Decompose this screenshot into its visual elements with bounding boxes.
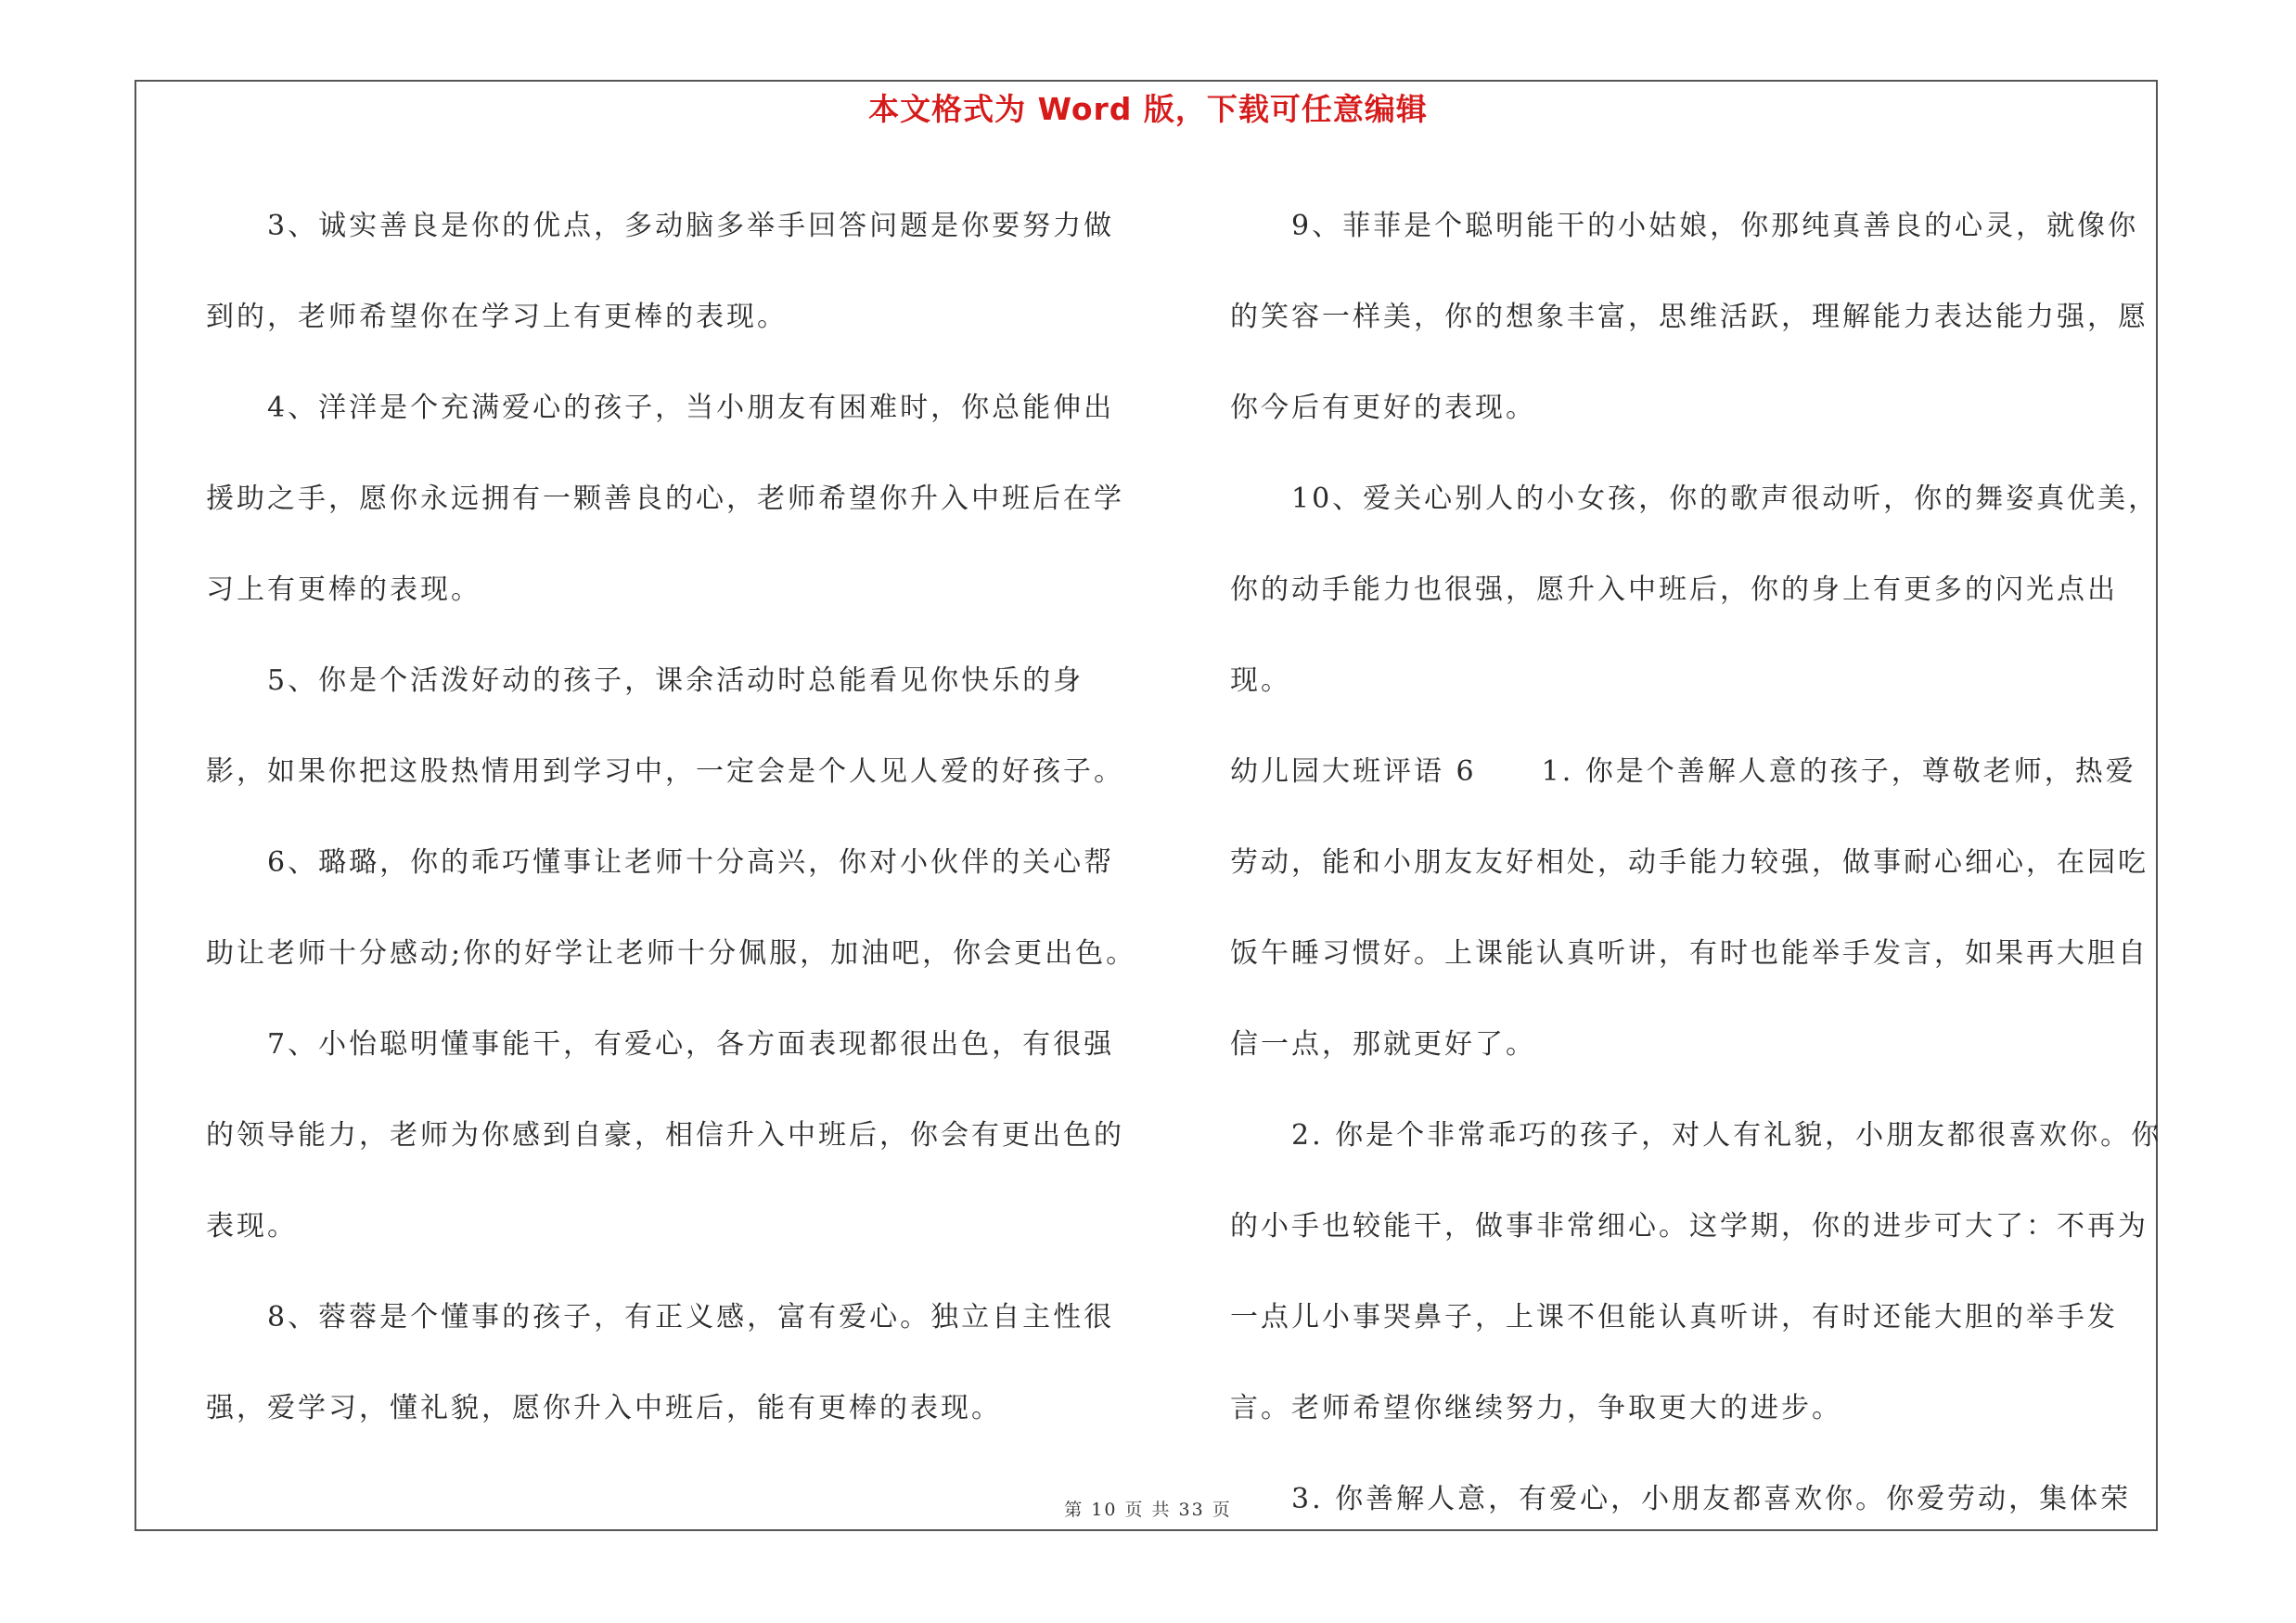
comment-5: 5、你是个活泼好动的孩子，课余活动时总能看见你快乐的身影，如果你把这股热情用到学习中，一定会是个人见人爱的好孩子。 xyxy=(206,664,1124,788)
page-footer: 第 10 页 共 33 页 xyxy=(1064,1500,1232,1520)
comment-8: 8、蓉蓉是个懂事的孩子，有正义感，富有爱心。独立自主性很强，爱学习，懂礼貌，愿你升入中班后，能有更棒的表现。 xyxy=(206,1301,1115,1424)
comment-3: 3、诚实善良是你的优点，多动脑多举手回答问题是你要努力做到的，老师希望你在学习上有更棒的表现。 xyxy=(206,210,1115,333)
left-column xyxy=(206,181,1138,1454)
section-comment-2: 2. 你是个非常乖巧的孩子，对人有礼貌，小朋友都很喜欢你。你的小手也较能干，做事非常细心。这学期，你的进步可大了：不再为一点儿小事哭鼻子，上课不但能认真听讲，有时还能大胆的举手发言。老师希望你继续努力，争取更大的进步。 xyxy=(1230,1119,2162,1424)
section-paragraph xyxy=(1230,727,2162,1090)
comment-4: 4、洋洋是个充满爱心的孩子，当小朋友有困难时，你总能伸出援助之手，愿你永远拥有一颗善良的心，老师希望你升入中班后在学习上有更棒的表现。 xyxy=(206,392,1124,606)
section-comment-1: 1. 你是个善解人意的孩子，尊敬老师，热爱劳动，能和小朋友友好相处，动手能力较强，做事耐心细心，在园吃饭午睡习惯好。上课能认真听讲，有时也能举手发言，如果再大胆自信一点，那就更好了。 xyxy=(1230,755,2148,1061)
format-banner: 本文格式为 Word 版，下载可任意编辑 xyxy=(868,91,1428,127)
comment-9: 9、菲菲是个聪明能干的小姑娘，你那纯真善良的心灵，就像你的笑容一样美，你的想象丰富，思维活跃，理解能力表达能力强，愿你今后有更好的表现。 xyxy=(1230,210,2148,424)
right-column xyxy=(1230,181,2162,1545)
comment-7: 7、小怡聪明懂事能干，有爱心，各方面表现都很出色，有很强的领导能力，老师为你感到自豪，相信升入中班后，你会有更出色的表现。 xyxy=(206,1028,1124,1243)
comment-10: 10、爱关心别人的小女孩，你的歌声很动听，你的舞姿真优美，你的动手能力也很强，愿升入中班后，你的身上有更多的闪光点出现。 xyxy=(1230,483,2160,697)
section-comment-3: 3. 你善解人意，有爱心，小朋友都喜欢你。你爱劳动，集体荣 xyxy=(1291,1483,2132,1515)
comment-6: 6、璐璐，你的乖巧懂事让老师十分高兴，你对小伙伴的关心帮助让老师十分感动;你的好学让老师十分佩服，加油吧，你会更出色。 xyxy=(206,846,1137,970)
section-heading: 幼儿园大班评语 6 xyxy=(1230,755,1477,788)
